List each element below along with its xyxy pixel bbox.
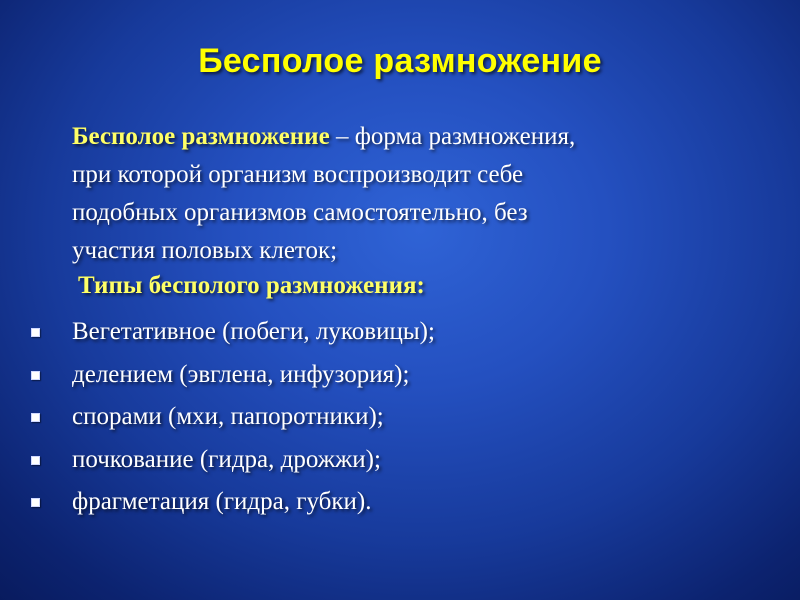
definition-line-2: при которой организм воспроизводит себе [72, 161, 524, 188]
definition-line-4: участия половых клеток; [72, 237, 338, 264]
list-item-text: спорами (мхи, папоротники); [72, 403, 384, 430]
slide-title: Бесполое размножение [198, 42, 602, 80]
definition-paragraph [72, 118, 772, 270]
list-item [0, 361, 800, 404]
list-item [0, 403, 800, 446]
list-item [0, 318, 800, 361]
square-bullet-icon [31, 498, 40, 507]
definition-term: Бесполое размножение [72, 123, 330, 150]
square-bullet-icon [31, 328, 40, 337]
square-bullet-icon [31, 456, 40, 465]
list-item-text: Вегетативное (побеги, луковицы); [72, 318, 435, 345]
square-bullet-icon [31, 413, 40, 422]
square-bullet-icon [31, 371, 40, 380]
list-item-text: фрагметация (гидра, губки). [72, 488, 372, 515]
definition-line-3: подобных организмов самостоятельно, без [72, 199, 528, 226]
types-list [0, 318, 800, 531]
definition-line-1-rest: – форма размножения, [329, 123, 576, 150]
list-item-text: почкование (гидра, дрожжи); [72, 445, 381, 473]
list-item [0, 488, 800, 531]
list-item [0, 446, 800, 489]
types-heading: Типы бесполого размножения: [78, 272, 425, 299]
list-item-text: делением (эвглена, инфузория); [72, 360, 410, 388]
definition-line-1 [72, 118, 772, 156]
